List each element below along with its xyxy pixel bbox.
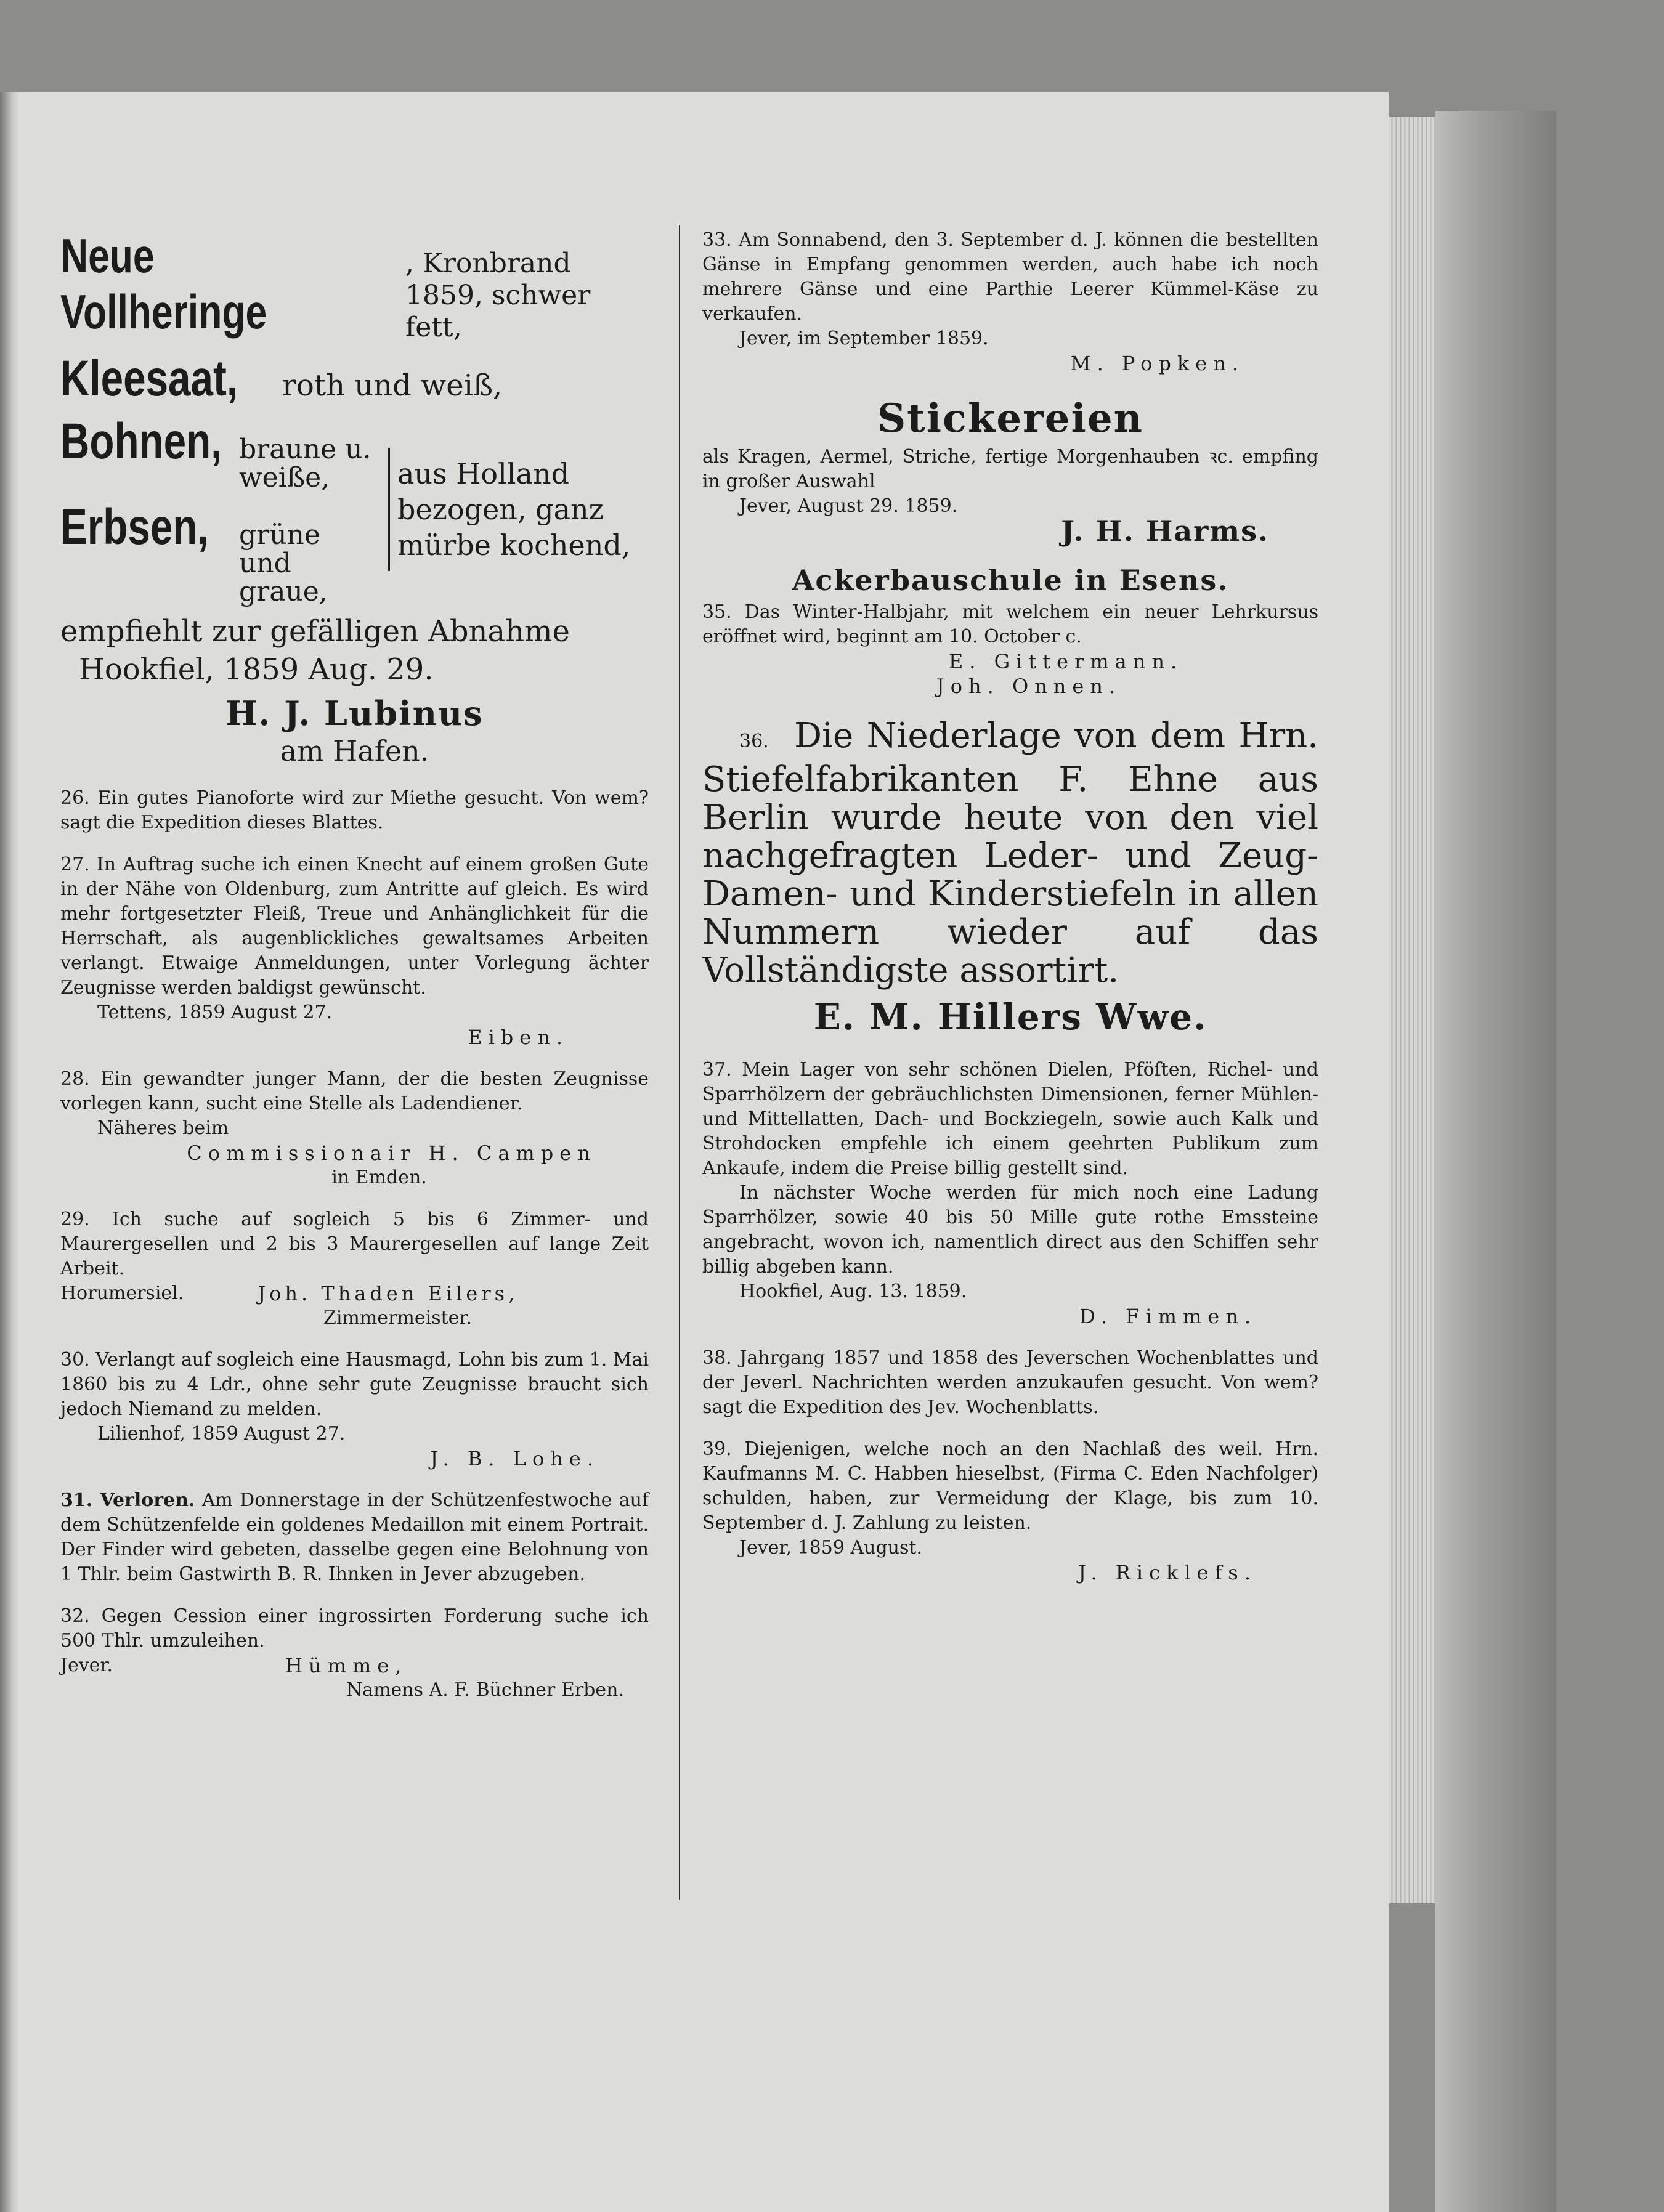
ad-35-signature-2: Joh. Onnen. — [936, 675, 1122, 698]
ad-37 — [702, 1058, 1318, 1329]
ad-36-signature: E. M. Hillers Wwe. — [813, 996, 1207, 1038]
ad-27 — [60, 853, 649, 1050]
ad-32-signature-sub: Namens A. F. Büchner Erben. — [346, 1679, 624, 1701]
kleesaat-subline: roth und weiß, — [282, 368, 503, 403]
ad-28-line2: Näheres beim — [97, 1117, 229, 1139]
bohnen-headline: Bohnen, — [60, 413, 222, 469]
ad-37-signature: D. Fimmen. — [1079, 1305, 1257, 1328]
ad-37-text2: In nächster Woche werden für mich noch eine Ladung Sparrhölzer, sowie 40 bis 50 Mille gute rothe Emssteine angebracht, wovon ich, namentlich direct aus den Schiffen sehr billig abgeben kann. — [702, 1182, 1318, 1278]
ad-29 — [60, 1207, 649, 1331]
ad-35-text: 35. Das Winter-Halbjahr, mit welchem ein neuer Lehrkursus eröffnet wird, beginnt am 10. October c. — [702, 601, 1318, 647]
ad-32-place: Jever. — [60, 1655, 113, 1676]
bracket-text: aus Holland bezogen, ganz mürbe kochend, — [397, 457, 631, 562]
ad-31 — [60, 1488, 649, 1587]
ad-38 — [702, 1346, 1318, 1420]
ad-29-signature: Joh. Thaden Eilers, — [258, 1282, 519, 1305]
ad-36-text: Die Niederlage von dem Hrn. Stiefelfabrikanten F. Ehne aus Berlin wurde heute von den viel nachgefragten Leder- und Zeug-Damen- und Kinderstiefeln in allen Nummern wieder auf das Vollständigste assortirt. — [702, 716, 1318, 991]
ad-29-signature-sub: Zimmermeister. — [323, 1307, 472, 1329]
ad-39-signature: J. Ricklefs. — [1078, 1561, 1257, 1584]
bohnen-subline: braune u. weiße, — [239, 434, 371, 493]
herring-headline: Neue Vollheringe — [60, 229, 267, 339]
ad-38-text: 38. Jahrgang 1857 und 1858 des Jeverschen Wochenblattes und der Jeverl. Nachrichten werden anzukaufen gesucht. Von wem? sagt die Expedition des Jev. Wochenblatts. — [702, 1347, 1318, 1418]
erbsen-subline: grüne und graue, — [239, 519, 328, 607]
ad-35-signature-1: E. Gittermann. — [948, 650, 1183, 673]
ad-31-text: Am Donnerstage in der Schützenfestwoche auf dem Schützenfelde ein goldenes Medaillon mit einem Portrait. Der Finder wird gebeten, dasselbe gegen eine Belohnung von 1 Thlr. beim Gastwirth B. R. Ihnken in Jever abzugeben. — [60, 1489, 649, 1585]
ad-26-text: 26. Ein gutes Pianoforte wird zur Miethe gesucht. Von wem? sagt die Expedition dieses Blattes. — [60, 787, 649, 833]
ad-30-place: Lilienhof, 1859 August 27. — [97, 1423, 346, 1444]
ad-33-text: 33. Am Sonnabend, den 3. September d. J. können die bestellten Gänse in Empfang genommen werden, auch habe ich noch mehrere Gänse und eine Parthie Leerer Kümmel-Käse zu verkaufen. — [702, 229, 1318, 325]
stickereien-text: als Kragen, Aermel, Striche, fertige Morgenhauben ꝛc. empfing in großer Auswahl — [702, 446, 1318, 492]
binding-strip-left — [0, 92, 21, 2212]
herring-signature-sub: am Hafen. — [280, 734, 429, 768]
ad-39-place: Jever, 1859 August. — [739, 1537, 922, 1558]
ad-32 — [60, 1604, 649, 1703]
ad-35 — [702, 561, 1318, 699]
ad-36 — [702, 717, 1318, 1040]
ad-30-text: 30. Verlangt auf sogleich eine Hausmagd, Lohn bis zum 1. Mai 1860 bis zu 4 Ldr., ohne sehr gute Zeugnisse braucht sich jedoch Niemand zu melden. — [60, 1349, 649, 1420]
ad-32-signature: Hümme, — [285, 1654, 408, 1677]
ad-33-place: Jever, im September 1859. — [739, 328, 989, 349]
ad-27-text: 27. In Auftrag suche ich einen Knecht auf einem großen Gute in der Nähe von Oldenburg, zum Antritte auf gleich. Es wird mehr fortgesetzter Fleiß, Treue und Anhänglichkeit für die Herrschaft, als augenblickliches gewaltsames Arbeiten verlangt. Etwaige Anmeldungen, unter Vorlegung ächter Zeugnisse werden baldigst gewünscht. — [60, 854, 649, 999]
ad-37-text: 37. Mein Lager von sehr schönen Dielen, Pföſten, Richel- und Sparrhölzern der gebräuchlichsten Dimensionen, ferner Mühlen- und Mittellatten, Dach- und Bockziegeln, sowie auch Kalk und Strohdocken empfehle ich einem geehrten Publikum zum Ankaufe, indem die Preise billig gestellt sind. — [702, 1059, 1318, 1179]
kleesaat-headline: Kleesaat, — [60, 350, 238, 407]
herring-recommend: empfiehlt zur gefälligen Abnahme — [60, 614, 570, 649]
ad-39 — [702, 1437, 1318, 1585]
right-column — [702, 228, 1318, 1602]
ad-26 — [60, 786, 649, 835]
column-divider — [679, 225, 680, 1900]
ad-36-number: 36. — [739, 731, 769, 752]
ad-28-line4: in Emden. — [331, 1167, 427, 1188]
ad-29-text: 29. Ich suche auf sogleich 5 bis 6 Zimmer- und Maurergesellen und 2 bis 3 Maurergesellen auf lange Zeit Arbeit. — [60, 1209, 649, 1279]
stickereien-title: Stickereien — [877, 395, 1144, 442]
ad-31-lead: 31. Verloren. — [60, 1489, 195, 1511]
stickereien-place: Jever, August 29. 1859. — [739, 495, 958, 517]
herring-subline: , Kronbrand 1859, schwer fett, — [405, 248, 591, 343]
ad-28 — [60, 1067, 649, 1190]
stickereien-signature: J. H. Harms. — [1061, 514, 1269, 548]
ad-32-text: 32. Gegen Cession einer ingrossirten Forderung suche ich 500 Thlr. umzuleihen. — [60, 1605, 649, 1651]
herring-date: Hookfiel, 1859 Aug. 29. — [79, 652, 434, 687]
ad-27-signature: Eiben. — [468, 1026, 569, 1049]
ad-30 — [60, 1348, 649, 1471]
herring-signature: H. J. Lubinus — [225, 694, 484, 733]
ad-33-signature: M. Popken. — [1070, 352, 1244, 375]
ad-30-signature: J. B. Lohe. — [430, 1447, 599, 1470]
ad-39-text: 39. Diejenigen, welche noch an den Nachlaß des weil. Hrn. Kaufmanns M. C. Habben hieselbst, (Firma C. Eden Nachfolger) schulden, haben, zur Vermeidung der Klage, bis zum 10. September d. J. Zahlung zu leisten. — [702, 1438, 1318, 1534]
ad-29-place: Horumersiel. — [60, 1282, 184, 1304]
left-column — [60, 228, 649, 1720]
ad-37-place: Hookfiel, Aug. 13. 1859. — [739, 1281, 967, 1302]
ad-stickereien — [702, 393, 1318, 548]
curly-brace — [388, 448, 390, 571]
ad-33 — [702, 228, 1318, 376]
ad-28-text: 28. Ein gewandter junger Mann, der die besten Zeugnisse vorlegen kann, sucht eine Stelle als Ladendiener. — [60, 1068, 649, 1114]
herring-advertisement — [60, 228, 649, 769]
ad-28-line3: Commissionair H. Campen — [187, 1141, 596, 1165]
ad-27-place: Tettens, 1859 August 27. — [97, 1002, 333, 1023]
ackerbauschule-title: Ackerbauschule in Esens. — [792, 564, 1229, 597]
book-cover-edge — [1435, 111, 1556, 2212]
erbsen-headline: Erbsen, — [60, 499, 209, 555]
